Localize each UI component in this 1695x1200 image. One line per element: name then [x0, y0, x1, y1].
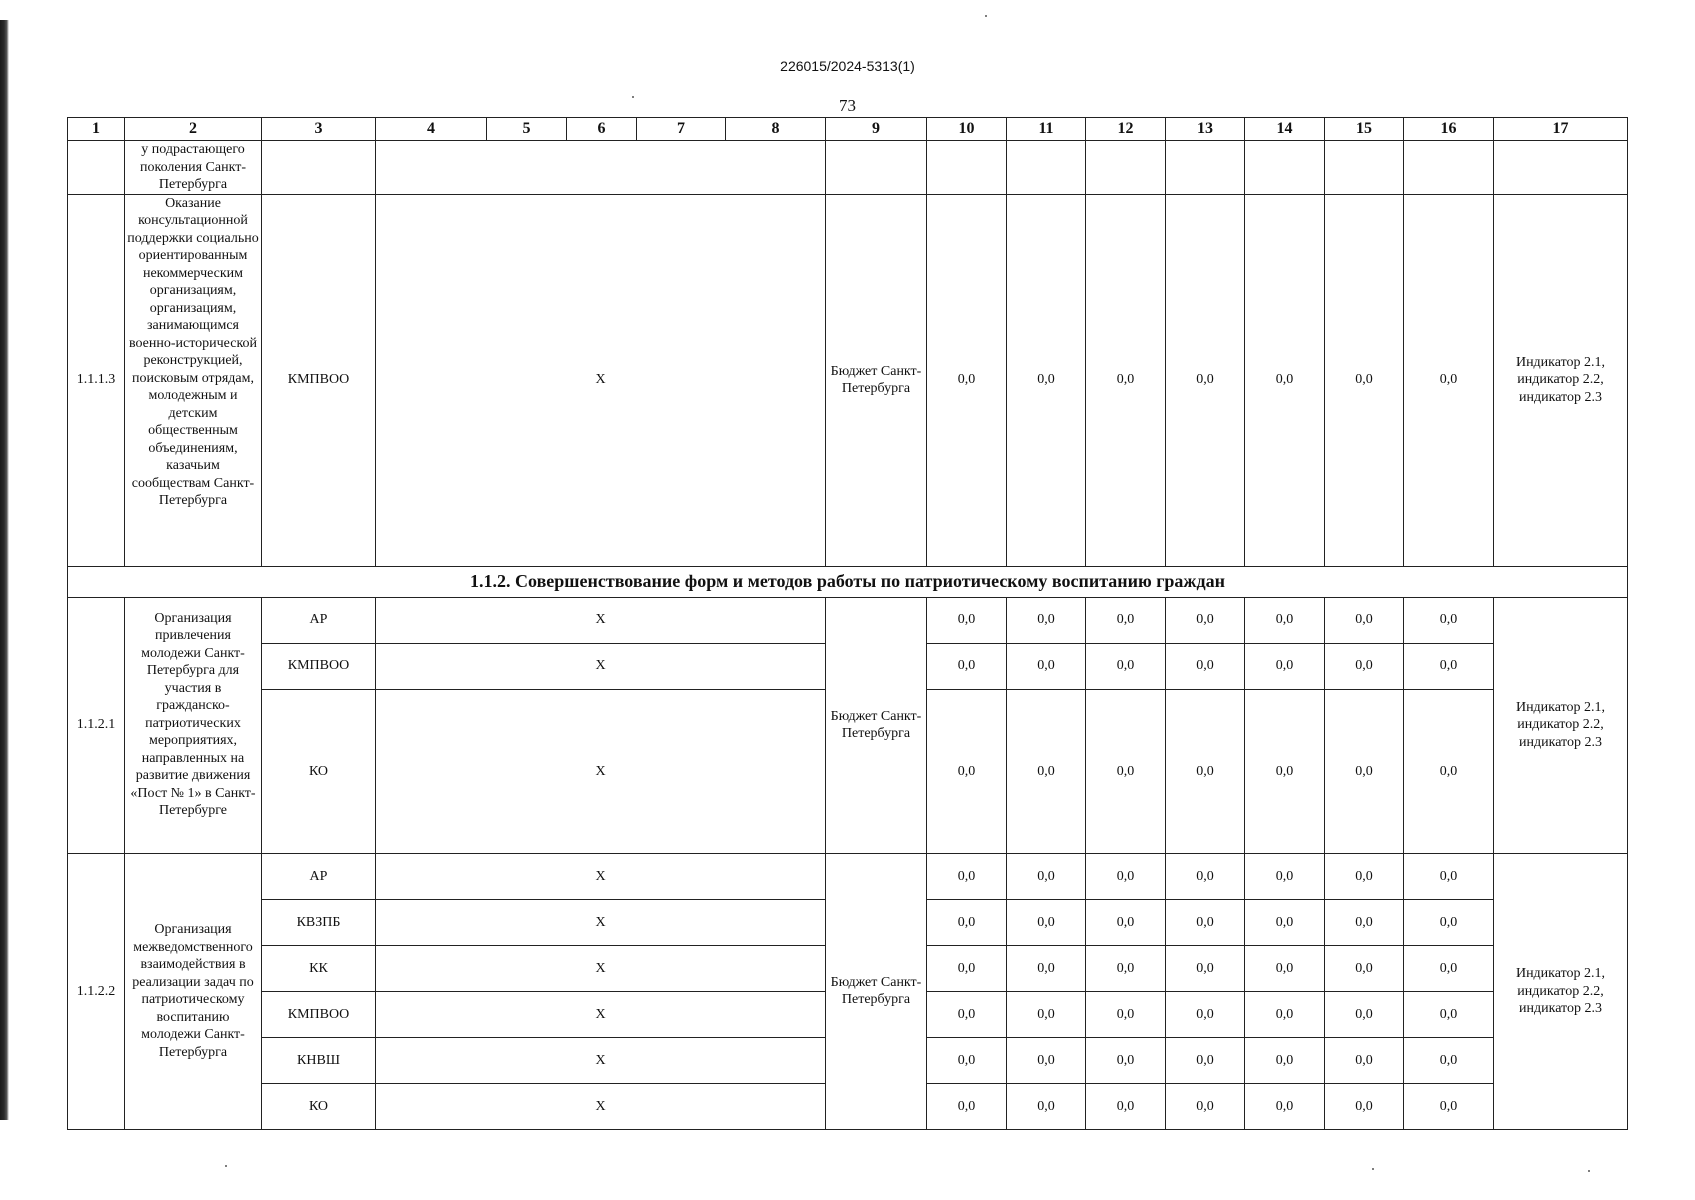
amount-cell: 0,0 [1245, 945, 1325, 991]
amount-cell: 0,0 [1166, 853, 1245, 899]
funding-source: Бюджет Санкт-Петербурга [826, 194, 927, 566]
col-header: 5 [487, 118, 567, 141]
amount-cell: 0,0 [1245, 689, 1325, 853]
amount-cell: 0,0 [1404, 1083, 1494, 1129]
document-id: 226015/2024-5313(1) [780, 58, 915, 74]
table-row-carry-over [68, 141, 1628, 195]
measure-code: 1.1.1.3 [68, 194, 125, 566]
amount-cell: 0,0 [1007, 991, 1086, 1037]
funding-source: Бюджет Санкт-Петербурга [826, 597, 927, 853]
executor: КМПВОО [262, 194, 376, 566]
measure-name: Оказание консультационной поддержки социально ориентированным некоммерческим организациям, организациям, занимающимся военно-исторической реконструкцией, поисковым отрядам, молодежным и детским общественным объединениям, казачьим сообществам Санкт-Петербурга [125, 194, 262, 566]
amount-cell: 0,0 [927, 899, 1007, 945]
scan-speck [632, 96, 634, 98]
amount-cell: 0,0 [1325, 689, 1404, 853]
section-header-row [68, 566, 1628, 597]
col-header: 13 [1166, 118, 1245, 141]
table-row [68, 853, 1628, 899]
amount-cell: 0,0 [1166, 643, 1245, 689]
amount-cell: 0,0 [1404, 689, 1494, 853]
amount-cell: 0,0 [1325, 945, 1404, 991]
amount-cell: 0,0 [927, 853, 1007, 899]
col-header: 4 [376, 118, 487, 141]
amount-cell: 0,0 [1166, 1037, 1245, 1083]
executor: АР [262, 597, 376, 643]
col-header: 7 [637, 118, 726, 141]
amount-cell: 0,0 [1007, 1037, 1086, 1083]
x-mark: Х [376, 899, 826, 945]
executor: КВЗПБ [262, 899, 376, 945]
amount-cell: 0,0 [1007, 194, 1086, 566]
page-number: 73 [839, 96, 856, 115]
amount-cell: 0,0 [927, 1083, 1007, 1129]
amount-cell: 0,0 [1007, 689, 1086, 853]
amount-cell: 0,0 [1325, 853, 1404, 899]
indicators: Индикатор 2.1, индикатор 2.2, индикатор 2.3 [1494, 194, 1628, 566]
measure-name: Организация привлечения молодежи Санкт-Петербурга для участия в гражданско-патриотических мероприятиях, направленных на развитие движения «Пост № 1» в Санкт-Петербурге [125, 597, 262, 853]
column-number-row [68, 118, 1628, 141]
amount-cell: 0,0 [1007, 597, 1086, 643]
amount-cell: 0,0 [1086, 643, 1166, 689]
amount-cell: 0,0 [1404, 1037, 1494, 1083]
measure-name: у подрастающего поколения Санкт-Петербурга [125, 141, 262, 195]
amount-cell: 0,0 [1166, 899, 1245, 945]
amount-cell: 0,0 [1404, 643, 1494, 689]
amount-cell: 0,0 [1007, 899, 1086, 945]
table-row [68, 597, 1628, 643]
amount-cell: 0,0 [1166, 945, 1245, 991]
scan-speck [985, 15, 987, 17]
x-mark: Х [376, 194, 826, 566]
indicators: Индикатор 2.1, индикатор 2.2, индикатор 2.3 [1494, 597, 1628, 853]
x-mark: Х [376, 643, 826, 689]
amount-cell: 0,0 [1007, 643, 1086, 689]
amount-cell: 0,0 [1086, 991, 1166, 1037]
scan-edge-shadow [0, 20, 9, 1120]
amount-cell: 0,0 [1404, 899, 1494, 945]
x-mark: Х [376, 991, 826, 1037]
amount-cell: 0,0 [927, 643, 1007, 689]
amount-cell: 0,0 [1245, 643, 1325, 689]
amount-cell: 0,0 [1007, 853, 1086, 899]
col-header: 11 [1007, 118, 1086, 141]
amount-cell: 0,0 [1086, 853, 1166, 899]
amount-cell: 0,0 [1007, 945, 1086, 991]
x-mark: Х [376, 853, 826, 899]
amount-cell: 0,0 [1325, 899, 1404, 945]
amount-cell: 0,0 [927, 945, 1007, 991]
scan-speck [1372, 1168, 1374, 1170]
section-title: 1.1.2. Совершенствование форм и методов работы по патриотическому воспитанию граждан [68, 566, 1628, 597]
amount-cell: 0,0 [1404, 945, 1494, 991]
indicators: Индикатор 2.1, индикатор 2.2, индикатор 2.3 [1494, 853, 1628, 1129]
col-header: 17 [1494, 118, 1628, 141]
scan-speck [1588, 1170, 1590, 1172]
amount-cell: 0,0 [927, 1037, 1007, 1083]
measure-name: Организация межведомственного взаимодействия в реализации задач по патриотическому воспитанию молодежи Санкт-Петербурга [125, 853, 262, 1129]
amount-cell: 0,0 [1245, 899, 1325, 945]
amount-cell: 0,0 [1325, 597, 1404, 643]
amount-cell: 0,0 [927, 194, 1007, 566]
amount-cell: 0,0 [1245, 597, 1325, 643]
executor: АР [262, 853, 376, 899]
program-table [67, 117, 1628, 1130]
col-header: 9 [826, 118, 927, 141]
amount-cell: 0,0 [1086, 194, 1166, 566]
amount-cell: 0,0 [1086, 597, 1166, 643]
col-header: 3 [262, 118, 376, 141]
col-header: 8 [726, 118, 826, 141]
x-mark: Х [376, 689, 826, 853]
amount-cell: 0,0 [1166, 194, 1245, 566]
amount-cell: 0,0 [1404, 194, 1494, 566]
amount-cell: 0,0 [1086, 899, 1166, 945]
amount-cell: 0,0 [1245, 1037, 1325, 1083]
col-header: 12 [1086, 118, 1166, 141]
amount-cell: 0,0 [927, 689, 1007, 853]
amount-cell: 0,0 [927, 597, 1007, 643]
col-header: 15 [1325, 118, 1404, 141]
amount-cell: 0,0 [1245, 853, 1325, 899]
amount-cell: 0,0 [1245, 1083, 1325, 1129]
amount-cell: 0,0 [1404, 991, 1494, 1037]
x-mark: Х [376, 945, 826, 991]
amount-cell: 0,0 [1245, 194, 1325, 566]
col-header: 1 [68, 118, 125, 141]
executor: КК [262, 945, 376, 991]
amount-cell: 0,0 [1166, 597, 1245, 643]
amount-cell: 0,0 [1086, 1083, 1166, 1129]
amount-cell: 0,0 [1325, 643, 1404, 689]
executor: КМПВОО [262, 991, 376, 1037]
amount-cell: 0,0 [1166, 991, 1245, 1037]
amount-cell: 0,0 [1325, 194, 1404, 566]
measure-code: 1.1.2.1 [68, 597, 125, 853]
amount-cell: 0,0 [1086, 1037, 1166, 1083]
amount-cell: 0,0 [1404, 597, 1494, 643]
executor: КМПВОО [262, 643, 376, 689]
amount-cell: 0,0 [1325, 1083, 1404, 1129]
measure-code: 1.1.2.2 [68, 853, 125, 1129]
x-mark: Х [376, 597, 826, 643]
col-header: 6 [567, 118, 637, 141]
executor: КНВШ [262, 1037, 376, 1083]
table-row-1113 [68, 194, 1628, 566]
col-header: 10 [927, 118, 1007, 141]
x-mark: Х [376, 1037, 826, 1083]
col-header: 16 [1404, 118, 1494, 141]
amount-cell: 0,0 [1245, 991, 1325, 1037]
amount-cell: 0,0 [1007, 1083, 1086, 1129]
scan-speck [225, 1165, 227, 1167]
amount-cell: 0,0 [927, 991, 1007, 1037]
col-header: 2 [125, 118, 262, 141]
amount-cell: 0,0 [1086, 945, 1166, 991]
amount-cell: 0,0 [1086, 689, 1166, 853]
funding-source: Бюджет Санкт-Петербурга [826, 853, 927, 1129]
col-header: 14 [1245, 118, 1325, 141]
executor: КО [262, 689, 376, 853]
amount-cell: 0,0 [1325, 991, 1404, 1037]
amount-cell: 0,0 [1404, 853, 1494, 899]
amount-cell: 0,0 [1325, 1037, 1404, 1083]
amount-cell: 0,0 [1166, 1083, 1245, 1129]
x-mark: Х [376, 1083, 826, 1129]
amount-cell: 0,0 [1166, 689, 1245, 853]
executor: КО [262, 1083, 376, 1129]
